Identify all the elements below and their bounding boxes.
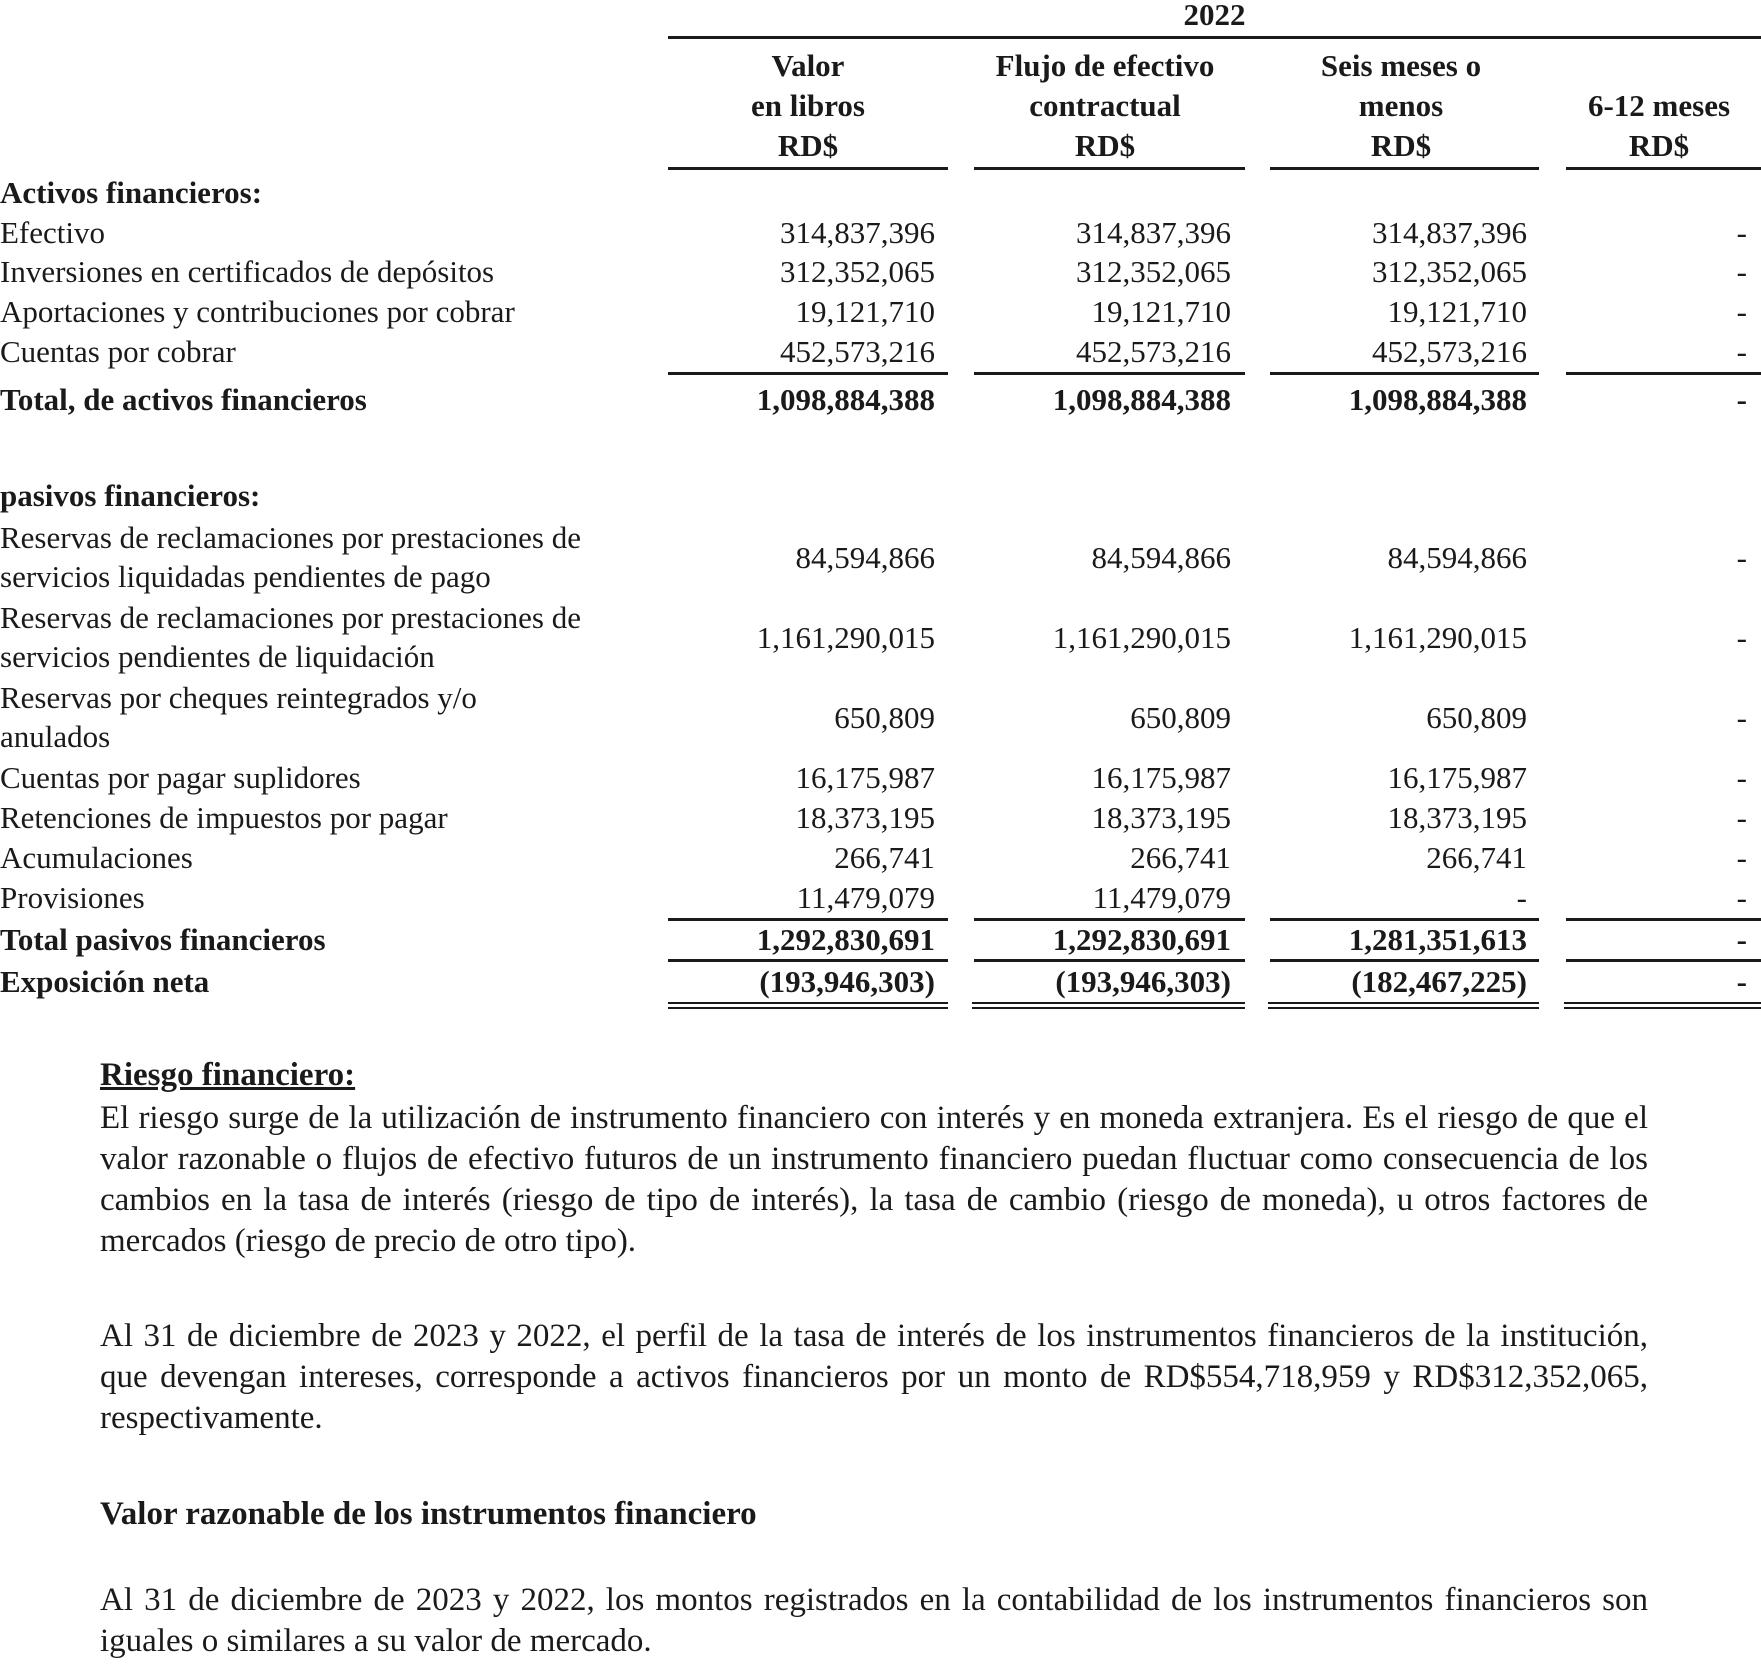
cell: 650,809 xyxy=(1426,700,1527,735)
col-header-book-value xyxy=(668,46,948,166)
cell: 11,479,079 xyxy=(796,880,935,915)
row-label: Efectivo xyxy=(0,215,106,250)
cell: 1,161,290,015 xyxy=(756,620,935,655)
double-rule xyxy=(668,1002,948,1009)
cell: 650,809 xyxy=(1130,700,1231,735)
subtotal-rule xyxy=(1566,372,1761,375)
cell: 314,837,396 xyxy=(780,215,935,250)
row-label xyxy=(0,598,581,676)
cell: 312,352,065 xyxy=(1372,254,1527,289)
year-header: 2022 xyxy=(1183,0,1246,32)
cell: 452,573,216 xyxy=(1076,334,1231,369)
cell-net: (182,467,225) xyxy=(1351,964,1527,999)
subtotal-rule xyxy=(668,372,948,375)
row-label xyxy=(0,518,581,596)
assets-heading: Activos financieros: xyxy=(0,175,263,210)
cell: - xyxy=(1736,334,1747,369)
row-label-line: Reservas de reclamaciones por prestaciones de xyxy=(0,600,581,635)
cell-total: 1,292,830,691 xyxy=(756,922,935,957)
header-rule xyxy=(974,167,1245,170)
cell-net: (193,946,303) xyxy=(759,964,935,999)
cell-total: 1,098,884,388 xyxy=(1348,382,1527,417)
cell: 16,175,987 xyxy=(795,760,935,795)
cell: - xyxy=(1736,254,1747,289)
cell: 312,352,065 xyxy=(780,254,935,289)
col-header-six-months xyxy=(1261,46,1541,166)
interest-paragraph: Al 31 de diciembre de 2023 y 2022, el perfil de la tasa de interés de los instrumentos financieros de la institución, que devengan intereses, corresponde a activos financieros por un monto de RD$554,718,959 y RD$312,352,065, respectivamente. xyxy=(100,1318,1648,1436)
col-header-line: en libros xyxy=(751,88,865,123)
net-exposure-label: Exposición neta xyxy=(0,964,210,999)
header-rule xyxy=(1270,167,1539,170)
header-rule xyxy=(1566,167,1761,170)
cell: 11,479,079 xyxy=(1092,880,1231,915)
col-header-line: RD$ xyxy=(1370,128,1432,163)
liabilities-total-label: Total pasivos financieros xyxy=(0,922,326,957)
cell: 650,809 xyxy=(834,700,935,735)
cell: - xyxy=(1736,215,1747,250)
cell: 18,373,195 xyxy=(1091,800,1231,835)
cell-total: 1,098,884,388 xyxy=(756,382,935,417)
cell: 266,741 xyxy=(1426,840,1527,875)
col-header-line: RD$ xyxy=(1074,128,1136,163)
col-header-6-12-months xyxy=(1557,86,1761,166)
cell-total: 1,281,351,613 xyxy=(1348,922,1527,957)
subtotal-rule xyxy=(1270,372,1539,375)
cell: - xyxy=(1736,294,1747,329)
row-label-line: Reservas por cheques reintegrados y/o xyxy=(0,680,477,715)
cell: 19,121,710 xyxy=(795,294,935,329)
cell: 84,594,866 xyxy=(1091,540,1231,575)
row-label: Cuentas por pagar suplidores xyxy=(0,760,361,795)
col-header-line: menos xyxy=(1358,88,1444,123)
row-label: Acumulaciones xyxy=(0,840,193,875)
row-label: Aportaciones y contribuciones por cobrar xyxy=(0,294,515,329)
cell: - xyxy=(1736,800,1747,835)
cell: - xyxy=(1736,840,1747,875)
cell-total: - xyxy=(1736,922,1747,957)
cell: 84,594,866 xyxy=(1387,540,1527,575)
cell: - xyxy=(1736,880,1747,915)
cell: 312,352,065 xyxy=(1076,254,1231,289)
col-header-line: Valor xyxy=(771,48,845,83)
cell: 452,573,216 xyxy=(780,334,935,369)
cell: 314,837,396 xyxy=(1076,215,1231,250)
risk-heading: Riesgo financiero: xyxy=(100,1057,356,1093)
cell: 1,161,290,015 xyxy=(1052,620,1231,655)
cell-net: (193,946,303) xyxy=(1055,964,1231,999)
cell: 19,121,710 xyxy=(1387,294,1527,329)
row-label: Retenciones de impuestos por pagar xyxy=(0,800,448,835)
row-label xyxy=(0,678,477,756)
row-label-line: anulados xyxy=(0,719,111,754)
cell-total: 1,292,830,691 xyxy=(1052,922,1231,957)
double-rule xyxy=(972,1002,1245,1009)
double-rule xyxy=(1564,1002,1761,1009)
col-header-line: Flujo de efectivo xyxy=(995,48,1215,83)
cell: 18,373,195 xyxy=(1387,800,1527,835)
cell: 18,373,195 xyxy=(795,800,935,835)
header-rule xyxy=(668,167,948,170)
cell: - xyxy=(1516,880,1527,915)
col-header-line: contractual xyxy=(1029,88,1181,123)
row-label: Provisiones xyxy=(0,880,145,915)
liabilities-heading: pasivos financieros: xyxy=(0,478,261,513)
cell: - xyxy=(1736,760,1747,795)
double-rule xyxy=(1268,1002,1539,1009)
row-label-line: servicios pendientes de liquidación xyxy=(0,639,435,674)
row-label-line: servicios liquidadas pendientes de pago xyxy=(0,559,491,594)
cell-total: 1,098,884,388 xyxy=(1052,382,1231,417)
col-header-contractual-cash-flow xyxy=(965,46,1245,166)
fair-value-paragraph: Al 31 de diciembre de 2023 y 2022, los montos registrados en la contabilidad de los instrumentos financieros son iguales o similares a su valor de mercado. xyxy=(100,1582,1648,1659)
col-header-line: RD$ xyxy=(777,128,839,163)
row-label-line: Reservas de reclamaciones por prestaciones de xyxy=(0,520,581,555)
cell-net: - xyxy=(1736,964,1747,999)
col-header-line: 6-12 meses xyxy=(1587,88,1731,123)
col-header-line: RD$ xyxy=(1628,128,1690,163)
cell: 19,121,710 xyxy=(1091,294,1231,329)
fair-value-heading: Valor razonable de los instrumentos financiero xyxy=(100,1496,757,1532)
cell: 452,573,216 xyxy=(1372,334,1527,369)
subtotal-rule xyxy=(974,372,1245,375)
cell: 16,175,987 xyxy=(1091,760,1231,795)
assets-total-label: Total, de activos financieros xyxy=(0,382,367,417)
year-rule xyxy=(668,36,1761,39)
cell: - xyxy=(1736,540,1747,575)
cell: 266,741 xyxy=(1130,840,1231,875)
cell: 1,161,290,015 xyxy=(1348,620,1527,655)
row-label: Cuentas por cobrar xyxy=(0,334,236,369)
cell: 266,741 xyxy=(834,840,935,875)
risk-paragraph: El riesgo surge de la utilización de instrumento financiero con interés y en moneda extranjera. Es el riesgo de que el valor razonable o flujos de efectivo futuros de un instrumento financiero puedan fluctuar como consecuencia de los cambios en la tasa de interés (riesgo de tipo de interés), la tasa de cambio (riesgo de moneda), u otros factores de mercados (riesgo de precio de otro tipo). xyxy=(100,1100,1648,1259)
cell-total: - xyxy=(1736,382,1747,417)
col-header-line: Seis meses o xyxy=(1320,48,1482,83)
cell: 16,175,987 xyxy=(1387,760,1527,795)
cell: 84,594,866 xyxy=(795,540,935,575)
cell: - xyxy=(1736,700,1747,735)
cell: - xyxy=(1736,620,1747,655)
row-label: Inversiones en certificados de depósitos xyxy=(0,254,495,289)
cell: 314,837,396 xyxy=(1372,215,1527,250)
